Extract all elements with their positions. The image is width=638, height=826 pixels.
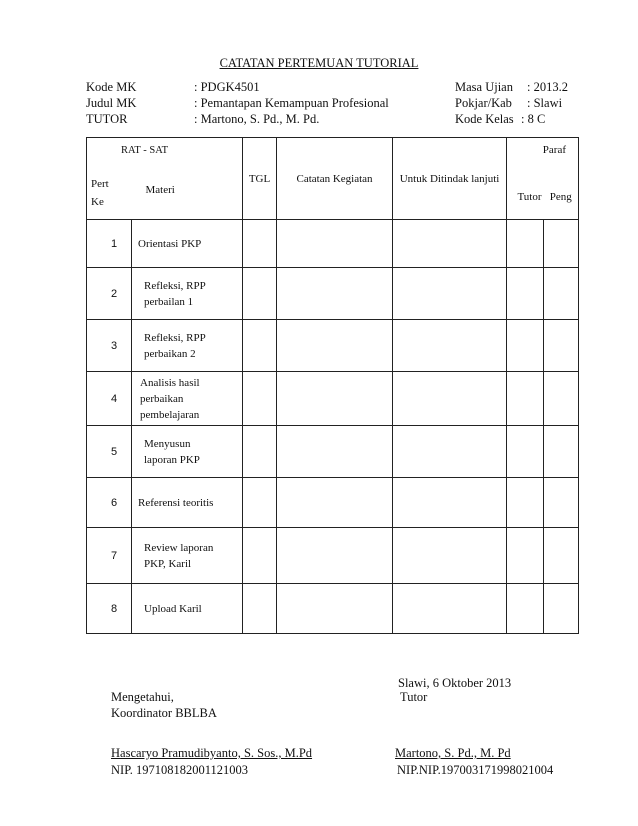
tutorial-table <box>86 137 579 634</box>
materi-header: Materi <box>132 176 243 220</box>
masa-ujian-label: Masa Ujian <box>455 80 513 94</box>
tgl-cell <box>243 372 277 426</box>
peng-header: Peng <box>544 176 579 220</box>
peng-paraf-cell <box>544 478 579 528</box>
peng-paraf-cell <box>544 320 579 372</box>
table-row <box>87 220 579 268</box>
tutor-paraf-cell <box>507 584 544 634</box>
tgl-cell <box>243 528 277 584</box>
catatan-cell <box>277 528 393 584</box>
row-materi <box>132 528 243 584</box>
tgl-cell <box>243 426 277 478</box>
materi-line: perbaikan <box>140 392 184 405</box>
row-number: 3 <box>87 320 132 372</box>
materi-line: Review laporan <box>144 541 214 554</box>
tgl-cell <box>243 478 277 528</box>
peng-paraf-cell <box>544 584 579 634</box>
tutor-paraf-cell <box>507 220 544 268</box>
tutor-paraf-cell <box>507 320 544 372</box>
materi-line: laporan PKP <box>144 453 200 466</box>
mengetahui-label: Mengetahui, <box>111 690 174 704</box>
materi-line: perbaikan 2 <box>144 347 196 360</box>
tgl-cell <box>243 584 277 634</box>
tutor-label: TUTOR <box>86 112 128 126</box>
table-body <box>87 220 579 634</box>
tgl-cell <box>243 320 277 372</box>
tindak-cell <box>393 584 507 634</box>
tgl-cell <box>243 220 277 268</box>
tutor-name: Martono, S. Pd., M. Pd <box>395 746 511 760</box>
koordinator-label: Koordinator BBLBA <box>111 706 217 720</box>
materi-line: Refleksi, RPP <box>144 331 206 344</box>
materi-line: PKP, Karil <box>144 557 192 570</box>
materi-line: Analisis hasil <box>140 376 200 389</box>
pert-ke-header <box>87 176 132 220</box>
row-materi <box>132 584 243 634</box>
tindak-cell <box>393 478 507 528</box>
materi-line: Upload Karil <box>144 602 202 615</box>
peng-paraf-cell <box>544 220 579 268</box>
tutor-nip: NIP.NIP.197003171998021004 <box>397 763 554 777</box>
materi-line: Refleksi, RPP <box>144 279 206 292</box>
table-row <box>87 478 579 528</box>
materi-line: Referensi teoritis <box>138 496 214 509</box>
pert-label: Pert <box>91 177 109 190</box>
tutor-paraf-cell <box>507 426 544 478</box>
row-number: 6 <box>87 478 132 528</box>
table-row <box>87 584 579 634</box>
peng-paraf-cell <box>544 372 579 426</box>
row-number: 1 <box>87 220 132 268</box>
row-materi <box>132 220 243 268</box>
table-row <box>87 372 579 426</box>
judul-mk-value: : Pemantapan Kemampuan Profesional <box>194 96 389 110</box>
tindak-header: Untuk Ditindak lanjuti <box>393 138 507 220</box>
row-materi <box>132 372 243 426</box>
row-number: 2 <box>87 268 132 320</box>
judul-mk-label: Judul MK <box>86 96 137 110</box>
coordinator-nip: NIP. 197108182001121003 <box>111 763 249 777</box>
table-row <box>87 320 579 372</box>
tgl-header: TGL <box>243 138 277 220</box>
table-row <box>87 528 579 584</box>
pokjar-value: : Slawi <box>527 96 563 110</box>
row-materi <box>132 320 243 372</box>
tindak-cell <box>393 426 507 478</box>
catatan-cell <box>277 584 393 634</box>
paraf-header: Paraf <box>507 138 579 176</box>
catatan-cell <box>277 268 393 320</box>
materi-line: Orientasi PKP <box>138 237 202 250</box>
peng-paraf-cell <box>544 528 579 584</box>
catatan-cell <box>277 220 393 268</box>
kode-mk-label: Kode MK <box>86 80 137 94</box>
document-title: CATATAN PERTEMUAN TUTORIAL <box>219 56 419 70</box>
tindak-cell <box>393 268 507 320</box>
peng-paraf-cell <box>544 268 579 320</box>
tindak-cell <box>393 528 507 584</box>
masa-ujian-value: : 2013.2 <box>527 80 568 94</box>
row-number: 8 <box>87 584 132 634</box>
tgl-cell <box>243 268 277 320</box>
row-number: 5 <box>87 426 132 478</box>
row-materi <box>132 478 243 528</box>
tutor-role-label: Tutor <box>400 690 428 704</box>
tindak-cell <box>393 320 507 372</box>
row-materi <box>132 268 243 320</box>
kode-mk-value: : PDGK4501 <box>194 80 260 94</box>
peng-paraf-cell <box>544 426 579 478</box>
tutor-paraf-cell <box>507 372 544 426</box>
place-date: Slawi, 6 Oktober 2013 <box>398 676 512 690</box>
rat-sat-header: RAT - SAT <box>87 138 243 176</box>
pokjar-label: Pokjar/Kab <box>455 96 512 110</box>
table-row <box>87 268 579 320</box>
tindak-cell <box>393 372 507 426</box>
coordinator-name: Hascaryo Pramudibyanto, S. Sos., M.Pd <box>111 746 313 760</box>
materi-line: perbailan 1 <box>144 295 194 308</box>
tutor-value: : Martono, S. Pd., M. Pd. <box>194 112 320 126</box>
catatan-cell <box>277 372 393 426</box>
catatan-cell <box>277 478 393 528</box>
tindak-cell <box>393 220 507 268</box>
table-row <box>87 426 579 478</box>
kode-kelas-value: : 8 C <box>521 112 546 126</box>
ke-label: Ke <box>91 195 104 208</box>
materi-line: pembelajaran <box>140 408 200 421</box>
kode-kelas-label: Kode Kelas <box>455 112 514 126</box>
catatan-cell <box>277 426 393 478</box>
row-number: 4 <box>87 372 132 426</box>
tutor-header: Tutor <box>507 176 544 220</box>
tutor-paraf-cell <box>507 478 544 528</box>
tutor-paraf-cell <box>507 528 544 584</box>
row-materi <box>132 426 243 478</box>
tutor-paraf-cell <box>507 268 544 320</box>
materi-line: Menyusun <box>144 437 191 450</box>
catatan-header: Catatan Kegiatan <box>277 138 393 220</box>
row-number: 7 <box>87 528 132 584</box>
catatan-cell <box>277 320 393 372</box>
